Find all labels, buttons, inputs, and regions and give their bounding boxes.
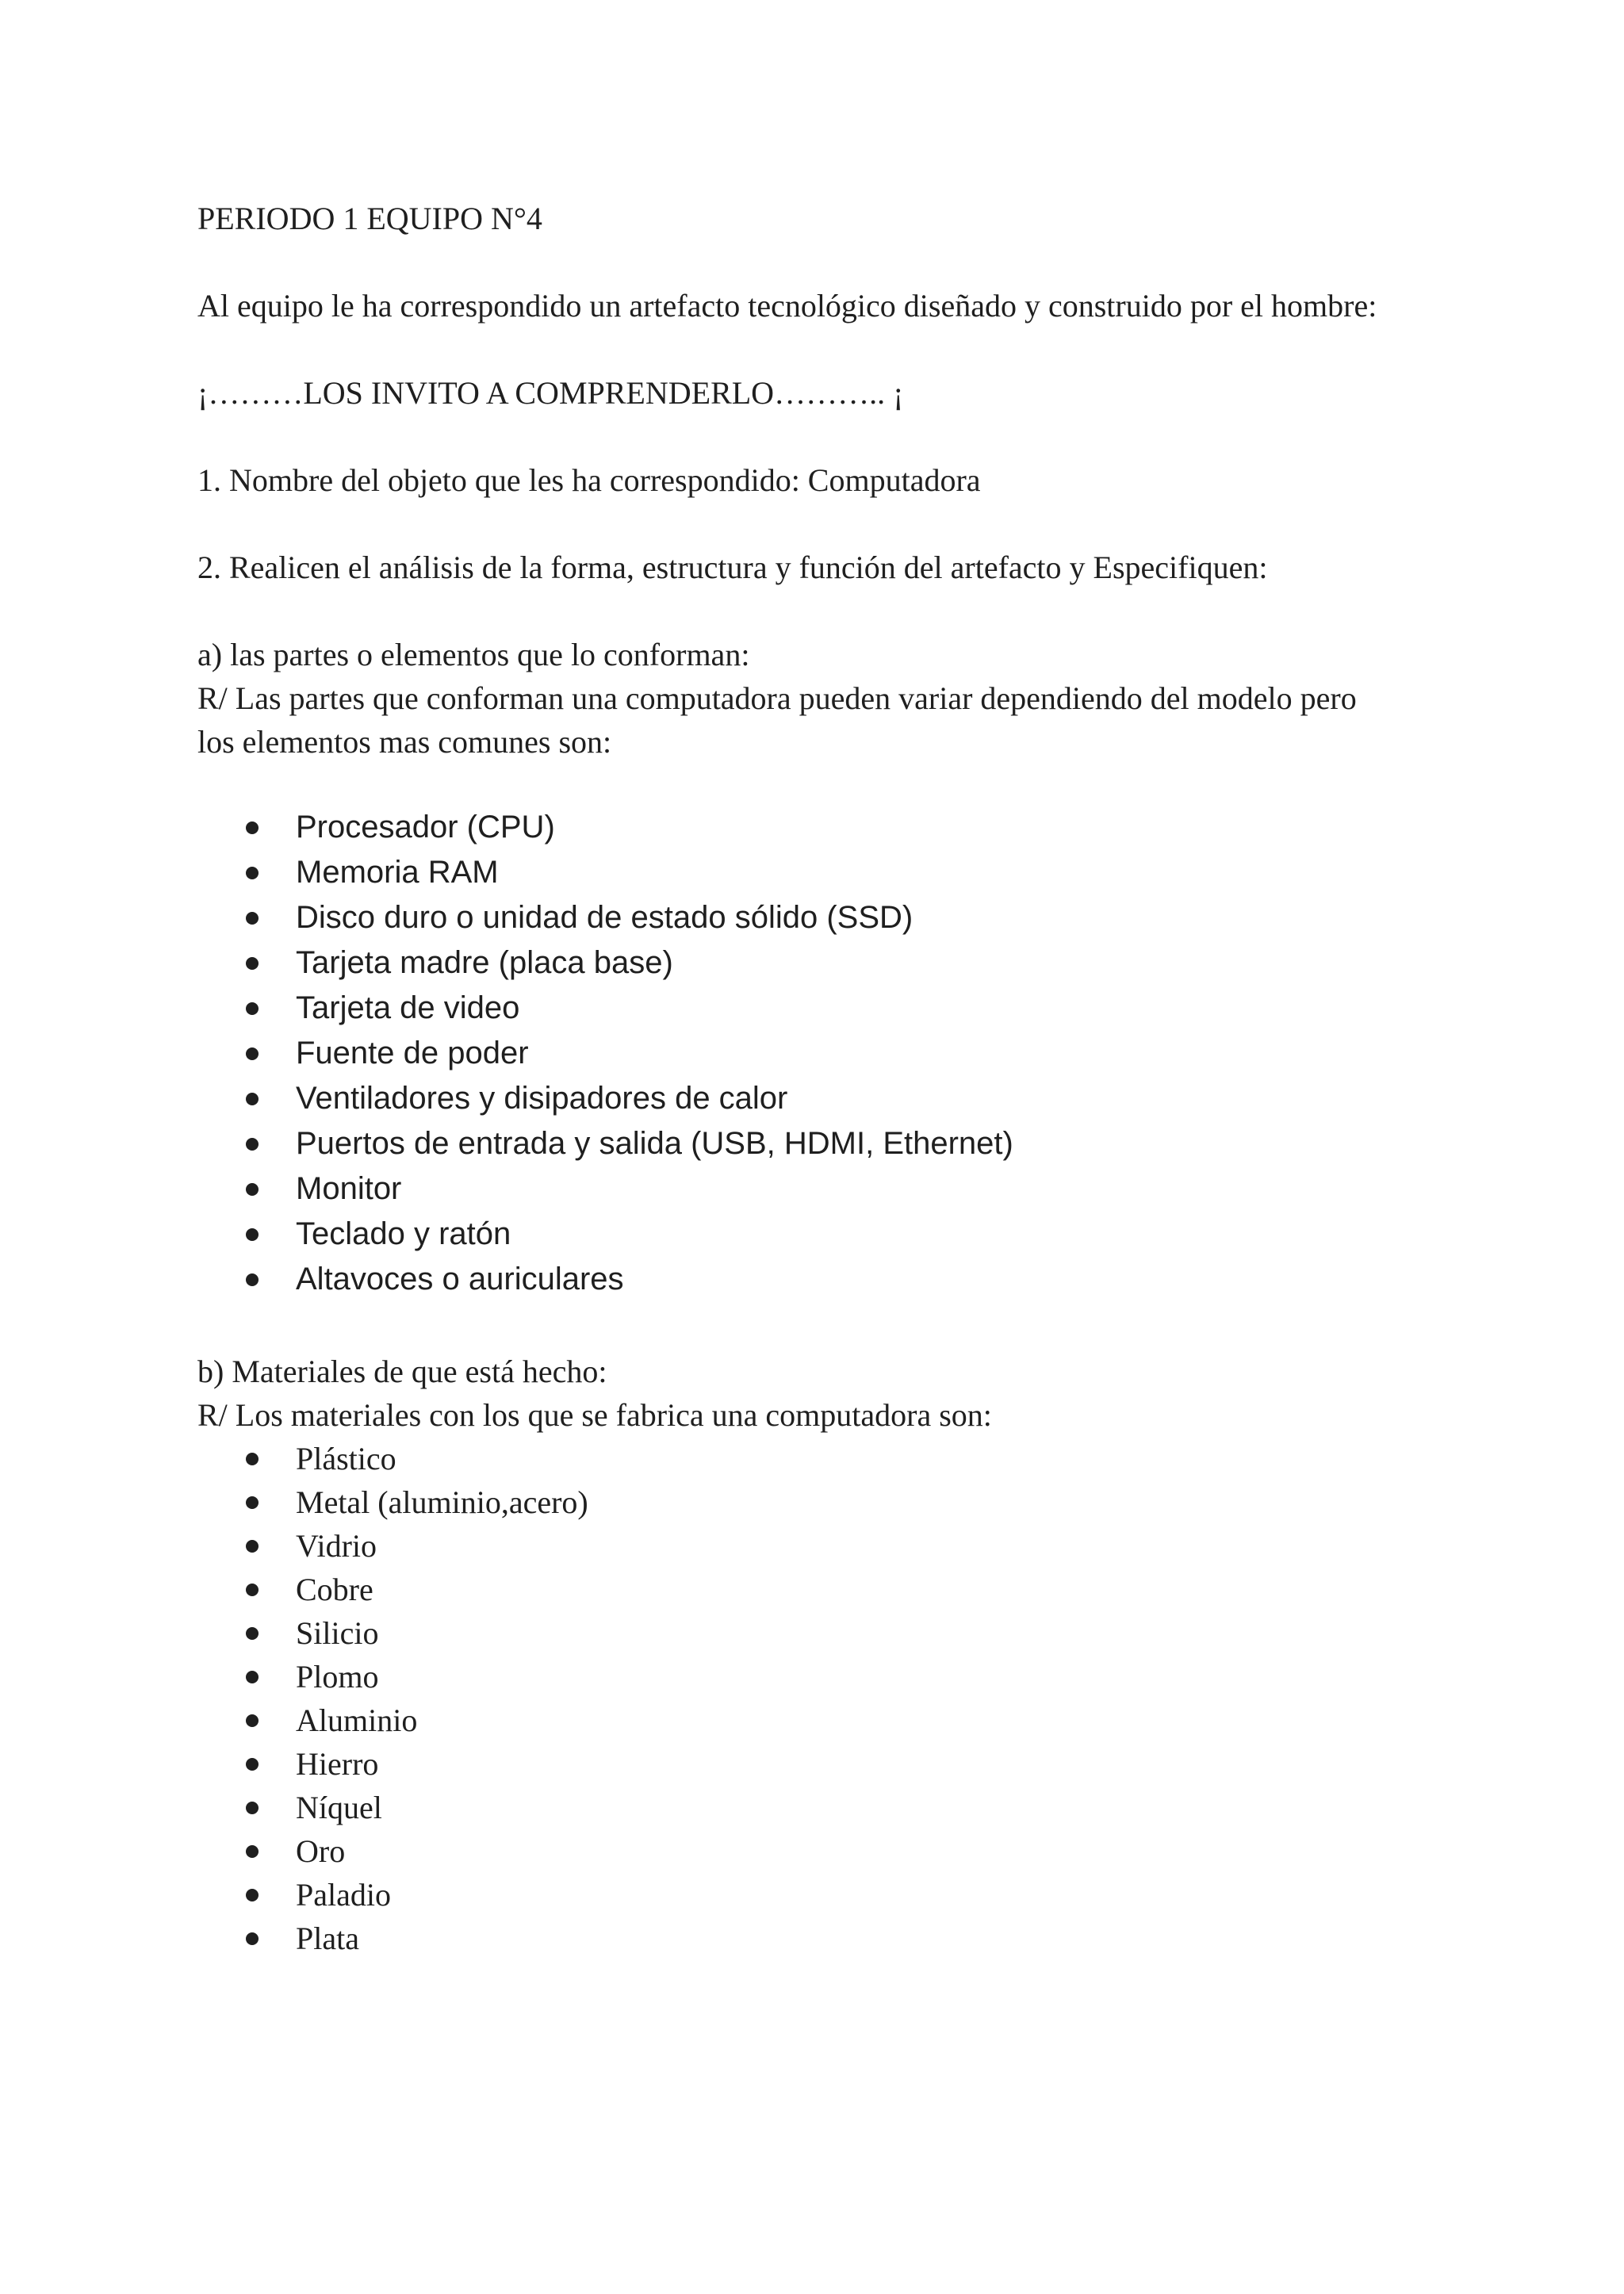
bullet-icon [246, 1138, 259, 1151]
question-2: 2. Realicen el análisis de la forma, estructura y función del artefacto y Especifiquen: [197, 550, 1268, 585]
bullet-icon [246, 1496, 259, 1509]
section-a-question: a) las partes o elementos que lo conforman: [197, 637, 750, 672]
bullet-icon [246, 912, 259, 925]
bullet-icon [246, 1183, 259, 1196]
bullet-icon [246, 1802, 259, 1814]
bullet-icon [246, 1627, 259, 1640]
section-b-question: b) Materiales de que está hecho: [197, 1354, 607, 1389]
bullet-icon [246, 1002, 259, 1015]
bullet-icon [246, 821, 259, 834]
bullet-icon [246, 1584, 259, 1596]
section-b-answer: R/ Los materiales con los que se fabrica una computadora son: [197, 1397, 992, 1433]
bullet-icon [246, 1228, 259, 1241]
document-heading: PERIODO 1 EQUIPO N°4 [197, 201, 542, 236]
bullet-icon [246, 1273, 259, 1286]
intro-paragraph: Al equipo le ha correspondido un artefacto tecnológico diseñado y construido por el hombre: [197, 288, 1377, 324]
bullet-icon [246, 1540, 259, 1553]
document-page: PERIODO 1 EQUIPO N°4 Al equipo le ha correspondido un artefacto tecnológico diseñado y construido por el hombre: ¡………LOS INVITO A COMPRENDERLO……….. ¡ 1. Nombre del objeto que les ha correspondido: Computadora 2. Realicen el análisis de la forma, estructura y función del artefacto y Especifiquen: a) las partes o elementos que lo conforman: R/ Las partes que conforman una computadora pueden variar dependiendo del modelo pero los elementos mas comunes son: Procesador (CPU) Memoria RAM Disco duro o unidad de estado sólido (SSD) Tarjeta madre (placa base) Tarjeta de video Fuente de poder Ventiladores y disipadores de calor Puertos de entrada y salida (USB, HDMI, Ethernet) Monitor Teclado y ratón Altavoces o auriculares b) Materiales de que está hecho: R/ Los materiales con los que se fabrica una computadora son: Plástico Metal (aluminio,acero) Vidrio Cobre Silicio Plomo Aluminio Hierro Níquel Oro Paladio Plata [0, 0, 1624, 2294]
question-1: 1. Nombre del objeto que les ha correspondido: Computadora [197, 462, 981, 498]
bullet-icon [246, 1714, 259, 1727]
section-a-answer-line-2: los elementos mas comunes son: [197, 724, 612, 760]
bullet-icon [246, 1889, 259, 1901]
bullet-icon [246, 867, 259, 879]
bullet-icon [246, 957, 259, 970]
bullet-icon [246, 1932, 259, 1945]
invite-line: ¡………LOS INVITO A COMPRENDERLO……….. ¡ [197, 375, 904, 411]
bullet-icon [246, 1453, 259, 1465]
bullet-icon [246, 1093, 259, 1105]
section-a-answer-line-1: R/ Las partes que conforman una computadora pueden variar dependiendo del modelo pero [197, 680, 1357, 716]
bullet-icon [246, 1845, 259, 1858]
bullet-icon [246, 1047, 259, 1060]
bullet-icon [246, 1758, 259, 1771]
bullet-icon [246, 1671, 259, 1683]
